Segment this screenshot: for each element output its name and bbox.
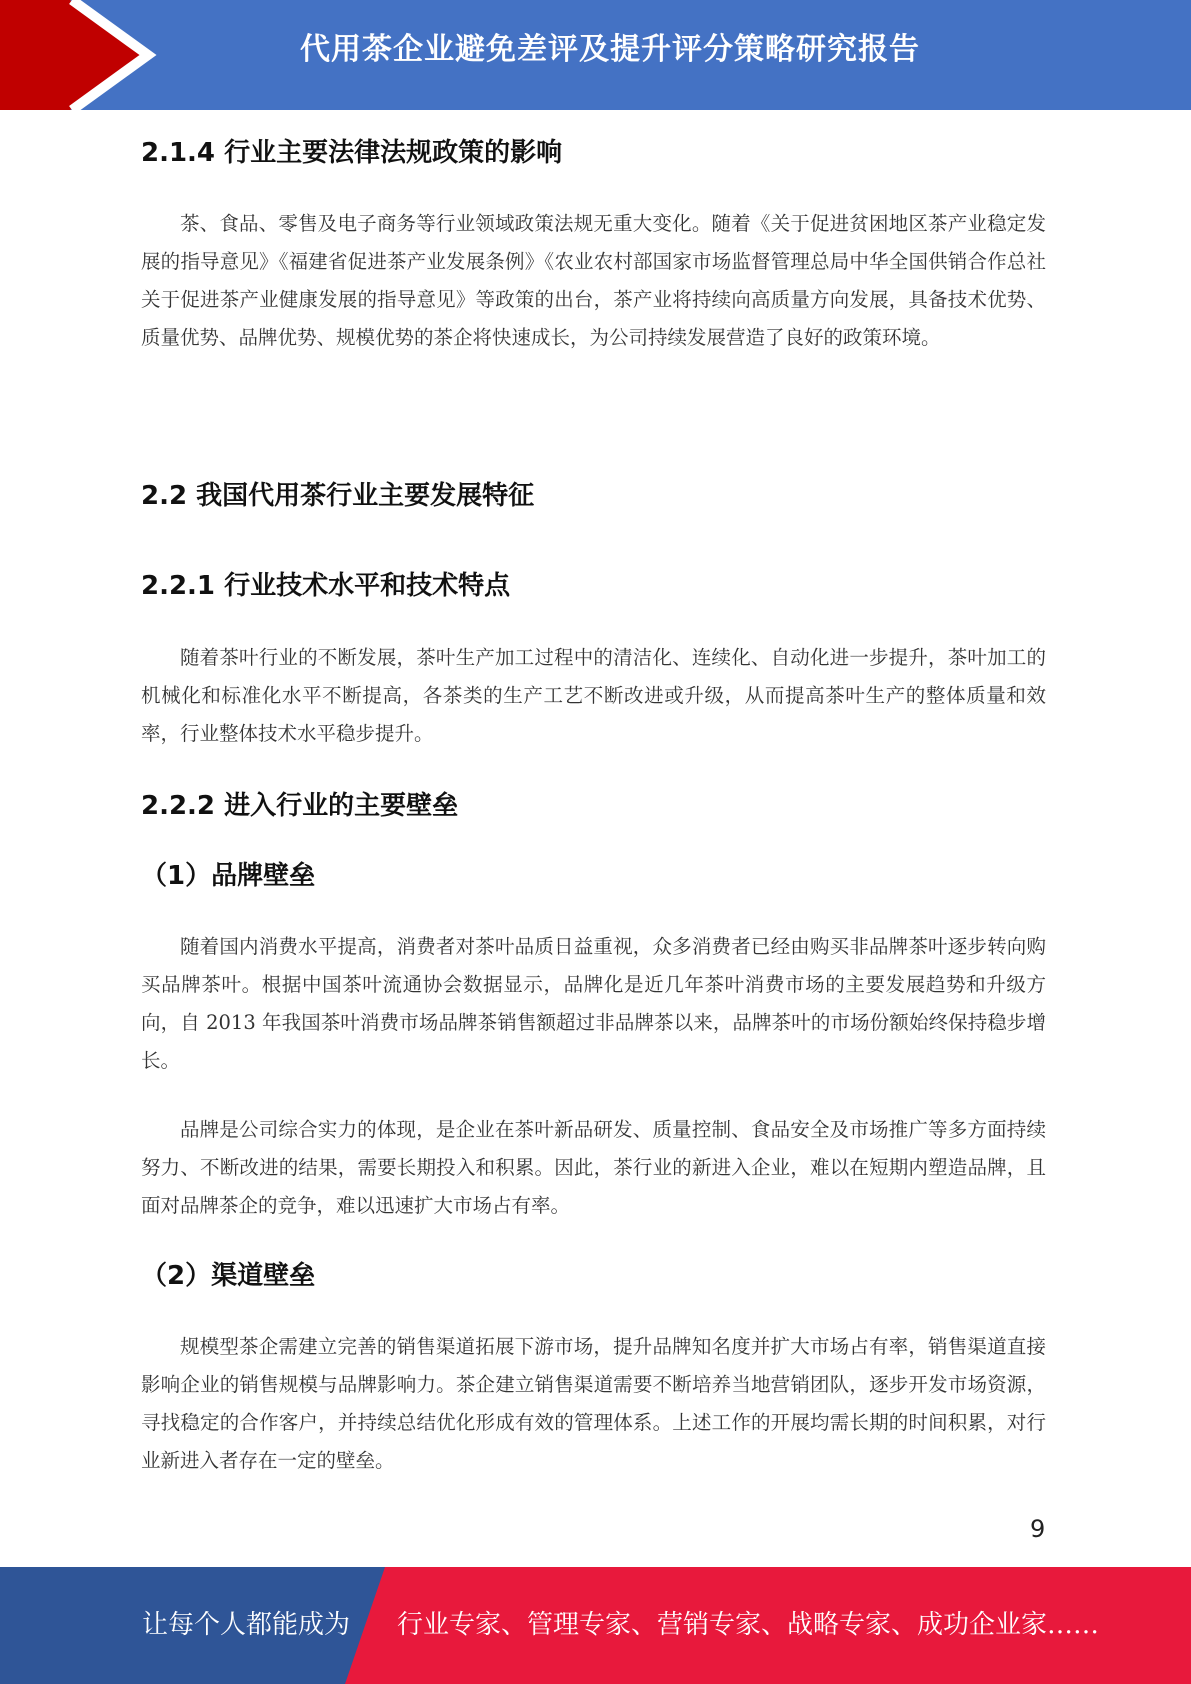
paragraph-brand-2: 品牌是公司综合实力的体现，是企业在茶叶新品研发、质量控制、食品安全及市场推广等多方面持续努力、不断改进的结果，需要长期投入和积累。因此，茶行业的新进入企业，难以在短期内塑造品牌，且面对品牌茶企的竞争，难以迅速扩大市场占有率。	[141, 1118, 1046, 1217]
page-footer	[0, 1567, 1191, 1684]
paragraph-policy: 茶、食品、零售及电子商务等行业领域政策法规无重大变化。随着《关于促进贫困地区茶产业稳定发展的指导意见》《福建省促进茶产业发展条例》《农业农村部国家市场监督管理总局中华全国供销合作总社关于促进茶产业健康发展的指导意见》等政策的出台，茶产业将持续向高质量方向发展，具备技术优势、质量优势、品牌优势、规模优势的茶企将快速成长，为公司持续发展营造了良好的政策环境。	[141, 212, 1046, 349]
paragraph-brand-1: 随着国内消费水平提高，消费者对茶叶品质日益重视，众多消费者已经由购买非品牌茶叶逐步转向购买品牌茶叶。根据中国茶叶流通协会数据显示，品牌化是近几年茶叶消费市场的主要发展趋势和升级方向，自 2013 年我国茶叶消费市场品牌茶销售额超过非品牌茶以来，品牌茶叶的市场份额始终保持稳步增长。	[141, 935, 1046, 1072]
paragraph-channel: 规模型茶企需建立完善的销售渠道拓展下游市场，提升品牌知名度并扩大市场占有率，销售渠道直接影响企业的销售规模与品牌影响力。茶企建立销售渠道需要不断培养当地营销团队，逐步开发市场资源，寻找稳定的合作客户，并持续总结优化形成有效的管理体系。上述工作的开展均需长期的时间积累，对行业新进入者存在一定的壁垒。	[141, 1335, 1046, 1472]
heading-2-1-4: 2.1.4 行业主要法律法规政策的影响	[141, 138, 563, 168]
heading-2-2: 2.2 我国代用茶行业主要发展特征	[141, 481, 535, 511]
report-title: 代用茶企业避免差评及提升评分策略研究报告	[300, 32, 920, 67]
heading-2-2-1: 2.2.1 行业技术水平和技术特点	[141, 571, 511, 601]
heading-brand-barrier: （1）品牌壁垒	[141, 861, 316, 891]
page-header	[0, 0, 1191, 110]
heading-2-2-2: 2.2.2 进入行业的主要壁垒	[141, 791, 459, 821]
page-number: 9	[1030, 1515, 1046, 1543]
footer-slogan-left: 让每个人都能成为	[142, 1610, 351, 1640]
footer-slogan-right: 行业专家、管理专家、营销专家、战略专家、成功企业家……	[397, 1610, 1100, 1640]
paragraph-technology: 随着茶叶行业的不断发展，茶叶生产加工过程中的清洁化、连续化、自动化进一步提升，茶叶加工的机械化和标准化水平不断提高，各茶类的生产工艺不断改进或升级，从而提高茶叶生产的整体质量和效率，行业整体技术水平稳步提升。	[141, 646, 1046, 745]
heading-channel-barrier: （2）渠道壁垒	[141, 1261, 316, 1291]
